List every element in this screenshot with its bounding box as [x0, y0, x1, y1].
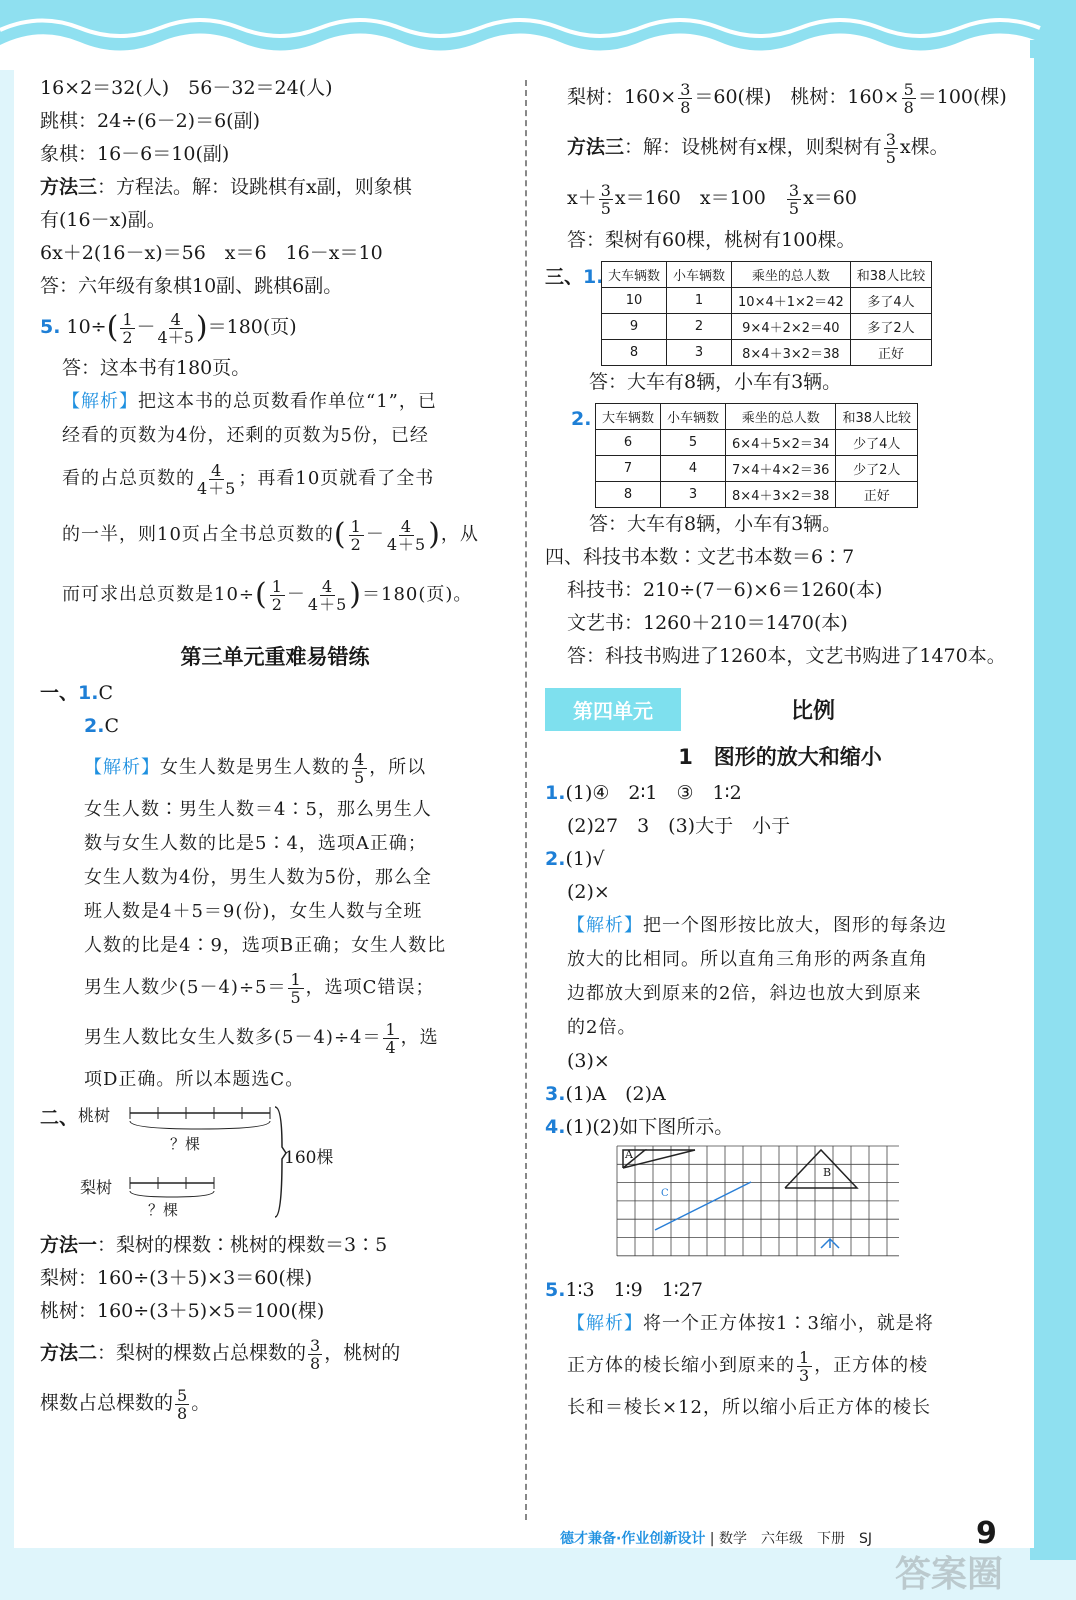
line: 跳棋：24÷(6－2)＝6(副) [40, 110, 261, 132]
line [545, 172, 1015, 224]
fraction [678, 81, 692, 116]
denominator: 5 [885, 147, 896, 167]
table-cell: 大车辆数 [596, 404, 661, 430]
fraction [197, 462, 236, 497]
line [545, 1274, 1015, 1307]
line: 边都放大到原来的2倍，斜边也放大到原来 [567, 983, 922, 1004]
numerator: 3 [885, 129, 896, 149]
table-cell: 7 [596, 456, 661, 482]
text: ＝180(页) [207, 316, 297, 338]
paren-icon: ( [106, 310, 119, 345]
text: ＝100(棵) [917, 86, 1007, 108]
table-cell: 乘坐的总人数 [726, 404, 836, 430]
table-cell: 乘坐的总人数 [732, 262, 851, 288]
line: 女生人数∶男生人数＝4∶5，那么男生人 [84, 799, 432, 820]
text: 1∶3 1∶9 1∶27 [565, 1279, 703, 1301]
table-cell: 多了2人 [850, 314, 932, 340]
line [40, 963, 510, 1013]
line [545, 909, 1015, 943]
paren-icon: ( [255, 577, 268, 612]
question-number: 1. [583, 266, 604, 288]
method-label: 方法三 [40, 176, 98, 198]
question-number: 1. [545, 782, 566, 804]
shape-label-b: B [823, 1166, 832, 1179]
line: 答：梨树有60棵，桃树有100棵。 [567, 229, 856, 251]
numerator: 1 [385, 1019, 397, 1039]
denominator: 4＋5 [386, 534, 427, 554]
table-cell: 8×4＋3×2＝38 [732, 340, 851, 366]
text: ：方程法。解：设跳棋有x副，则象棋 [97, 176, 412, 198]
line: (3)× [567, 1050, 610, 1072]
line: (2)27 3 (3)大于 小于 [567, 815, 791, 837]
analysis-tag: 【解析】 [62, 391, 138, 412]
denominator: 4＋5 [157, 327, 194, 347]
numerator: 5 [903, 79, 914, 99]
text: 正方体的棱长缩小到原来的 [567, 1355, 795, 1376]
fraction [599, 182, 613, 217]
table-header-row [602, 262, 932, 288]
text: x＋ [567, 187, 597, 209]
label-lishu: 梨树 [80, 1178, 113, 1197]
question-number: 2. [84, 715, 105, 737]
unit-title: 比例 [791, 698, 836, 724]
brand-text: 德才兼备·作业创新设计 [560, 1531, 706, 1547]
text: x＝60 [803, 187, 857, 209]
text: x＝160 x＝100 [614, 187, 785, 209]
text: 10÷ [66, 316, 107, 338]
line: 答：大车有8辆，小车有3辆。 [589, 371, 842, 393]
text: ，选项C错误； [305, 977, 435, 998]
line: 长和＝棱长×12，所以缩小后正方体的棱长 [567, 1397, 931, 1418]
total-label: 160棵 [284, 1148, 334, 1168]
table-cell: 8 [602, 340, 667, 366]
denominator: 8 [903, 97, 914, 117]
question-label: ？棵 [170, 1135, 201, 1153]
line [40, 1328, 510, 1378]
denominator: 2 [350, 534, 362, 554]
table-cell: 和38人比较 [836, 404, 918, 430]
numerator: 3 [680, 79, 691, 99]
line: 答：大车有8辆，小车有3辆。 [589, 513, 842, 535]
comparison-table [601, 261, 932, 366]
table-cell: 6 [596, 430, 661, 456]
question-label: ？棵 [148, 1201, 179, 1219]
numerator: 4 [170, 309, 181, 329]
table-cell: 少了2人 [836, 456, 918, 482]
fraction [349, 518, 364, 553]
table-cell: 9×4＋2×2＝40 [732, 314, 851, 340]
line [545, 1307, 1015, 1341]
text: (1)A (2)A [565, 1083, 666, 1105]
answer: C [98, 682, 114, 704]
table-2-block [545, 403, 1015, 508]
line: (2)× [567, 881, 610, 903]
fraction [797, 1349, 812, 1384]
table-header-row [596, 404, 918, 430]
text: (1)④ 2∶1 ③ 1∶2 [565, 782, 742, 804]
table-cell: 10 [602, 288, 667, 314]
answer: C [104, 715, 119, 737]
watermark: 答案圈 [895, 1554, 1004, 1595]
numerator: 1 [122, 309, 133, 329]
table-cell: 2 [667, 314, 732, 340]
denominator: 5 [788, 198, 800, 218]
fraction [308, 1337, 322, 1372]
line [40, 710, 510, 743]
paren-icon: ( [333, 517, 347, 552]
table-cell: 正好 [836, 482, 918, 508]
table-cell: 3 [661, 482, 726, 508]
page-number: 9 [976, 1516, 997, 1551]
fraction [787, 182, 801, 217]
table-cell: 10×4＋1×2＝42 [732, 288, 851, 314]
text: 。 [191, 1392, 211, 1414]
line [40, 1229, 510, 1262]
line [545, 1078, 1015, 1111]
text: 棵数占总棵数的 [40, 1392, 174, 1414]
table-cell: 5 [661, 430, 726, 456]
text: 将一个正方体按1∶3缩小，就是将 [643, 1313, 934, 1334]
line: 项D正确。所以本题选C。 [84, 1069, 305, 1090]
text: ；再看10页就看了全书 [238, 468, 435, 489]
left-column [40, 72, 510, 1428]
text: 女生人数是男生人数的 [160, 757, 350, 778]
line: 16×2＝32(人) 56－32＝24(人) [40, 77, 333, 99]
line [40, 677, 510, 710]
text: 男生人数少(5－4)÷5＝ [84, 977, 287, 998]
line: 的2倍。 [567, 1017, 637, 1038]
text: ：解：设桃树有x棵，则梨树有 [624, 136, 882, 158]
fraction [270, 578, 285, 613]
grid-figure-icon [615, 1144, 901, 1266]
table-cell: 小车辆数 [661, 404, 726, 430]
line: 答：六年级有象棋10副、跳棋6副。 [40, 275, 343, 297]
denominator: 5 [354, 767, 366, 787]
line: 梨树：160÷(3＋5)×3＝60(棵) [40, 1267, 313, 1289]
line [545, 843, 1015, 876]
question-number: 1. [78, 682, 99, 704]
fraction [158, 311, 194, 346]
denominator: 5 [290, 987, 302, 1007]
fraction [387, 518, 426, 553]
fraction [352, 751, 367, 786]
table-cell: 4 [661, 456, 726, 482]
line [545, 122, 1015, 172]
line [545, 1111, 1015, 1144]
fraction [175, 1387, 189, 1422]
text: ，选 [400, 1027, 439, 1048]
section-title: 第三单元重难易错练 [180, 645, 370, 669]
table-cell: 3 [667, 340, 732, 366]
denominator: 3 [799, 1365, 811, 1385]
line: 放大的比相同。所以直角三角形的两条直角 [567, 949, 928, 970]
label [545, 261, 604, 294]
unit-label: 第四单元 [545, 688, 681, 731]
table-row [602, 314, 932, 340]
denominator: 4＋5 [197, 478, 237, 498]
text: 男生人数比女生人数多(5－4)÷4＝ [84, 1027, 382, 1048]
table-cell: 8 [596, 482, 661, 508]
numerator: 1 [290, 969, 302, 989]
section-number: 一、 [40, 682, 79, 704]
line: 而可求出总页数是10÷( $\frac{1}{2}$ － $\frac{4}{4+5}$ )＝180(页)。 [62, 576, 473, 614]
line: 桃树：160÷(3＋5)×5＝100(棵) [40, 1300, 325, 1322]
fraction [120, 311, 134, 346]
denominator: 2 [122, 327, 133, 347]
text: ，所以 [369, 757, 427, 778]
text: ，正方体的棱 [814, 1355, 929, 1376]
text: 看的占总页数的 [62, 468, 195, 489]
table-cell: 少了4人 [836, 430, 918, 456]
analysis-tag: 【解析】 [84, 757, 160, 778]
text: 而可求出总页数是10÷ [62, 584, 255, 605]
table-row [602, 288, 932, 314]
table-cell: 多了4人 [850, 288, 932, 314]
denominator: 4＋5 [307, 594, 348, 614]
table-row [596, 456, 918, 482]
line [40, 743, 510, 793]
method-label: 方法三 [567, 136, 625, 158]
shape-label-a: A [625, 1148, 633, 1161]
label [545, 403, 595, 436]
numerator: 1 [350, 516, 362, 536]
text: 把一个图形按比放大，图形的每条边 [643, 915, 947, 936]
numerator: 4 [211, 460, 223, 480]
grid-figure [615, 1144, 1015, 1274]
denominator: 2 [271, 594, 283, 614]
line: 有(16－x)副。 [40, 209, 166, 231]
denominator: 4 [385, 1037, 397, 1057]
shape-label-c: C [661, 1188, 669, 1199]
analysis-tag: 【解析】 [567, 1313, 643, 1334]
numerator: 3 [600, 180, 611, 200]
right-band-decoration [1030, 40, 1076, 1560]
fraction [884, 131, 898, 166]
line [545, 72, 1015, 122]
numerator: 5 [177, 1385, 188, 1405]
text: (1)√ [565, 848, 605, 870]
numerator: 4 [354, 749, 366, 769]
question-5: 5. 10÷( $\frac{1}{2}$ － $\frac{4}{4+5}$ )＝180(页) [40, 309, 297, 347]
denominator: 5 [600, 198, 611, 218]
paren-icon: ) [428, 517, 441, 552]
text: ：梨树的棵数占总棵数的 [97, 1342, 307, 1364]
question-number: 3. [545, 1083, 566, 1105]
line: 人数的比是4∶9，选项B正确；女生人数比 [84, 935, 447, 956]
line [40, 385, 510, 419]
denominator: 8 [177, 1403, 188, 1423]
denominator: 8 [680, 97, 691, 117]
text: (1)(2)如下图所示。 [565, 1116, 734, 1138]
numerator: 3 [788, 180, 800, 200]
footer [560, 1528, 872, 1548]
table-row [602, 340, 932, 366]
line: 科技书：210÷(7－6)×6＝1260(本) [567, 579, 883, 601]
method-label: 方法二 [40, 1342, 98, 1364]
table-cell: 7×4＋4×2＝36 [726, 456, 836, 482]
text: ，从 [440, 524, 479, 545]
line: 经看的页数为4份，还剩的页数为5份，已经 [62, 425, 429, 446]
denominator: 8 [310, 1353, 321, 1373]
paren-icon: ) [349, 577, 362, 612]
line: 答：科技书购进了1260本，文艺书购进了1470本。 [567, 645, 1006, 667]
text: ：梨树的棵数∶桃树的棵数＝3∶5 [97, 1234, 388, 1256]
line [545, 1341, 1015, 1391]
text: 的一半，则10页占全书总页数的 [62, 524, 334, 545]
question-number: 4. [545, 1116, 566, 1138]
table-cell: 1 [667, 288, 732, 314]
unit-header [545, 687, 1015, 731]
fraction [902, 81, 916, 116]
table-cell: 8×4＋3×2＝38 [726, 482, 836, 508]
line: 象棋：16－6＝10(副) [40, 143, 230, 165]
fraction [308, 578, 347, 613]
line: 文艺书：1260＋210＝1470(本) [567, 612, 848, 634]
line: 答：这本书有180页。 [62, 357, 251, 379]
separator: | [709, 1531, 715, 1547]
line: 班人数是4＋5＝9(份)，女生人数与全班 [84, 901, 423, 922]
line [40, 171, 510, 204]
fraction [383, 1021, 398, 1056]
line: 四、科技书本数∶文艺书本数＝6∶7 [545, 546, 855, 568]
line: 数与女生人数的比是5∶4，选项A正确； [84, 833, 427, 854]
line-diagram [40, 1097, 510, 1229]
column-divider [525, 80, 527, 1520]
numerator: 4 [322, 576, 334, 596]
line [40, 1378, 510, 1428]
lesson-title: 1 图形的放大和缩小 [678, 745, 882, 769]
section-number: 三、 [545, 266, 584, 288]
line: 的一半，则10页占全书总页数的( $\frac{1}{2}$ － $\frac{4}{4+5}$ )，从 [62, 516, 479, 554]
line [40, 1013, 510, 1063]
table-cell: 6×4＋5×2＝34 [726, 430, 836, 456]
line [545, 777, 1015, 810]
table-cell: 9 [602, 314, 667, 340]
label-taoshu: 桃树 [78, 1106, 111, 1125]
numerator: 3 [310, 1335, 321, 1355]
table-1-block [545, 261, 1015, 366]
segment-diagram-icon [120, 1097, 290, 1229]
numerator: 1 [799, 1347, 811, 1367]
question-number: 2. [545, 848, 566, 870]
paren-icon: ) [195, 310, 208, 345]
method-label: 方法一 [40, 1234, 98, 1256]
table-cell: 正好 [850, 340, 932, 366]
question-number: 2. [571, 408, 592, 430]
book-meta: 数学 六年级 下册 SJ [718, 1531, 872, 1547]
section-number: 二、 [40, 1107, 79, 1129]
numerator: 4 [400, 516, 413, 536]
table-cell: 大车辆数 [602, 262, 667, 288]
question-number: 5. [545, 1279, 566, 1301]
text: 把这本书的总页数看作单位“1”，已 [138, 391, 437, 412]
table-row [596, 430, 918, 456]
table-cell: 小车辆数 [667, 262, 732, 288]
text: ，桃树的 [324, 1342, 401, 1364]
fraction [288, 971, 303, 1006]
line: 6x＋2(16－x)＝56 x＝6 16－x＝10 [40, 242, 383, 264]
right-column [545, 72, 1015, 1425]
comparison-table [595, 403, 918, 508]
numerator: 1 [271, 576, 283, 596]
question-number: 5. [40, 316, 61, 338]
line [40, 453, 510, 505]
text: x棵。 [899, 136, 949, 158]
text: ＝60(棵) 桃树：160× [694, 86, 900, 108]
table-row [596, 482, 918, 508]
text: 梨树：160× [567, 86, 677, 108]
text: ＝180(页)。 [362, 584, 473, 605]
table-cell: 和38人比较 [850, 262, 932, 288]
analysis-tag: 【解析】 [567, 915, 643, 936]
line: 女生人数为4份，男生人数为5份，那么全 [84, 867, 432, 888]
